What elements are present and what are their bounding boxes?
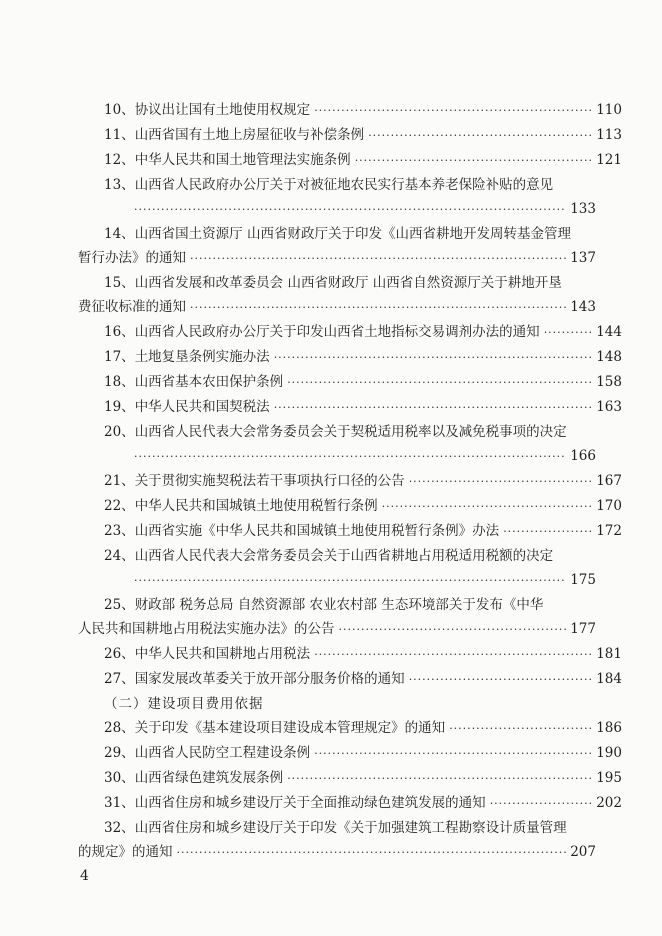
toc-entry-26[interactable]: [78, 642, 622, 667]
toc-entry-21[interactable]: [78, 469, 622, 494]
entry-number: 13、: [104, 177, 135, 193]
page-ref: 121: [596, 152, 622, 168]
page-ref: 133: [570, 201, 596, 217]
entry-title: 中华人民共和国耕地占用税法: [134, 646, 311, 662]
leader-dots: [274, 346, 593, 370]
leader-dots: [134, 569, 566, 593]
page-ref: 175: [570, 572, 596, 588]
toc-entry-30[interactable]: [78, 766, 622, 791]
toc-entry-19[interactable]: [78, 395, 622, 420]
leader-dots: [490, 792, 593, 816]
leader-dots: [134, 198, 566, 222]
entry-number: 30、: [104, 770, 135, 786]
page-ref: 181: [596, 646, 622, 662]
entry-title: 山西省基本农田保护条例: [134, 374, 284, 390]
entry-number: 22、: [104, 498, 135, 514]
leader-dots: [190, 247, 566, 271]
leader-dots: [287, 767, 592, 791]
entry-title: 关于印发《基本建设项目建设成本管理规定》的通知: [134, 720, 446, 736]
entry-number: 16、: [104, 324, 135, 340]
page-ref: 177: [570, 621, 596, 637]
toc-entry-25[interactable]: [78, 593, 596, 642]
entry-title: 山西省人民政府办公厅关于对被征地农民实行基本养老保险补贴的意见: [134, 177, 554, 193]
entry-title: 山西省人民代表大会常务委员会关于山西省耕地占用税适用税额的决定: [134, 548, 554, 564]
entry-title: 中华人民共和国土地管理法实施条例: [134, 152, 351, 168]
entry-number: 25、: [104, 597, 135, 613]
entry-title: 协议出让国有土地使用权规定: [134, 102, 311, 118]
entry-title: 国家发展改革委关于放开部分服务价格的通知: [134, 671, 405, 687]
toc-entry-15[interactable]: [78, 271, 596, 320]
entry-title: 山西省人民政府办公厅关于印发山西省土地指标交易调剂办法的通知: [134, 324, 540, 340]
entry-title: 财政部 税务总局 自然资源部 农业农村部 生态环境部关于发布《中华: [134, 597, 544, 613]
leader-dots: [503, 520, 592, 544]
entry-number: 20、: [104, 424, 135, 440]
leader-dots: [314, 643, 592, 667]
entry-number: 32、: [104, 820, 135, 836]
page-ref: 166: [570, 448, 596, 464]
entry-number: 24、: [104, 548, 135, 564]
leader-dots: [134, 445, 566, 469]
entry-number: 11、: [104, 127, 135, 143]
leader-dots: [190, 296, 566, 320]
entry-title-cont: 人民共和国耕地占用税法实施办法》的公告: [78, 621, 335, 637]
entry-title: 山西省人民代表大会常务委员会关于契税适用税率以及减免税事项的决定: [134, 424, 567, 440]
entry-number: 27、: [104, 671, 135, 687]
entry-title: 山西省发展和改革委员会 山西省财政厅 山西省自然资源厅关于耕地开垦: [134, 275, 562, 291]
entry-number: 19、: [104, 399, 135, 415]
toc-entry-12[interactable]: [78, 148, 622, 173]
entry-title: 关于贯彻实施契税法若干事项执行口径的公告: [134, 473, 405, 489]
entry-number: 15、: [104, 275, 135, 291]
leader-dots: [368, 124, 592, 148]
section-heading: （二）建设项目费用依据: [104, 696, 264, 712]
page-ref: 190: [596, 745, 622, 761]
entry-title: 山西省国有土地上房屋征收与补偿条例: [134, 127, 365, 143]
page-ref: 144: [596, 324, 622, 340]
toc-entry-23[interactable]: [78, 519, 622, 544]
entry-title: 山西省住房和城乡建设厅关于印发《关于加强建筑工程勘察设计质量管理: [134, 820, 567, 836]
page-ref: 167: [596, 473, 622, 489]
entry-number: 14、: [104, 226, 135, 242]
toc-entry-16[interactable]: [78, 320, 622, 345]
entry-title-cont: 的规定》的通知: [78, 844, 173, 860]
page-ref: 137: [570, 250, 596, 266]
page-ref: 143: [570, 299, 596, 315]
toc-entry-27[interactable]: [78, 667, 622, 692]
toc-entry-20[interactable]: [78, 420, 596, 469]
entry-number: 23、: [104, 523, 135, 539]
entry-number: 18、: [104, 374, 135, 390]
toc-entry-14[interactable]: [78, 222, 596, 271]
entry-number: 17、: [104, 349, 135, 365]
toc-entry-32[interactable]: [78, 816, 596, 865]
page-ref: 110: [596, 102, 622, 118]
leader-dots: [409, 668, 593, 692]
entry-number: 10、: [104, 102, 135, 118]
entry-title: 土地复垦条例实施办法: [134, 349, 270, 365]
entry-number: 29、: [104, 745, 135, 761]
toc-entry-11[interactable]: [78, 123, 622, 148]
entry-number: 31、: [104, 795, 135, 811]
entry-number: 21、: [104, 473, 135, 489]
entry-number: 26、: [104, 646, 135, 662]
leader-dots: [339, 618, 567, 642]
page-ref: 158: [596, 374, 622, 390]
page-ref: 170: [596, 498, 622, 514]
page-ref: 148: [596, 349, 622, 365]
toc-entry-24[interactable]: [78, 544, 596, 593]
leader-dots: [382, 495, 593, 519]
entry-title: 中华人民共和国城镇土地使用税暂行条例: [134, 498, 378, 514]
leader-dots: [314, 99, 592, 123]
entry-number: 28、: [104, 720, 135, 736]
page-ref: 186: [596, 720, 622, 736]
leader-dots: [449, 717, 592, 741]
leader-dots: [287, 371, 592, 395]
toc-entry-31[interactable]: [78, 791, 622, 816]
page-ref: 113: [596, 127, 622, 143]
leader-dots: [544, 321, 593, 345]
entry-title: 山西省国土资源厅 山西省财政厅关于印发《山西省耕地开发周转基金管理: [134, 226, 571, 242]
entry-title-cont: 暂行办法》的通知: [78, 250, 186, 266]
page-ref: 172: [596, 523, 622, 539]
entry-title: 中华人民共和国契税法: [134, 399, 270, 415]
page-ref: 184: [596, 671, 622, 687]
entry-title: 山西省人民防空工程建设条例: [134, 745, 311, 761]
page-ref: 202: [596, 795, 622, 811]
toc-entry-13[interactable]: [78, 173, 596, 222]
page-ref: 163: [596, 399, 622, 415]
toc-entry-28[interactable]: [78, 716, 622, 741]
entry-title-cont: 费征收标准的通知: [78, 299, 186, 315]
toc-entry-10[interactable]: [78, 98, 622, 123]
table-of-contents: [78, 98, 622, 865]
page-number: 4: [80, 868, 89, 884]
leader-dots: [177, 841, 567, 865]
entry-title: 山西省实施《中华人民共和国城镇土地使用税暂行条例》办法: [134, 523, 500, 539]
leader-dots: [314, 742, 592, 766]
entry-title: 山西省住房和城乡建设厅关于全面推动绿色建筑发展的通知: [134, 795, 486, 811]
toc-entry-29[interactable]: [78, 741, 622, 766]
toc-entry-17[interactable]: [78, 345, 622, 370]
leader-dots: [409, 470, 593, 494]
entry-title: 山西省绿色建筑发展条例: [134, 770, 284, 786]
entry-number: 12、: [104, 152, 135, 168]
leader-dots: [274, 396, 593, 420]
leader-dots: [355, 149, 593, 173]
page-ref: 207: [570, 844, 596, 860]
toc-entry-22[interactable]: [78, 494, 622, 519]
page-ref: 195: [596, 770, 622, 786]
toc-entry-18[interactable]: [78, 370, 622, 395]
